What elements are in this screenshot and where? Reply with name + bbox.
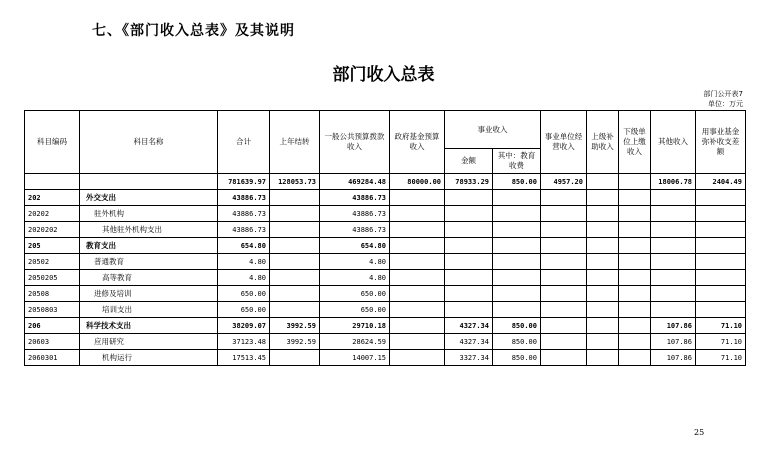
row-cell-other: [651, 222, 696, 238]
row-cell-business-edu-fee: [493, 270, 541, 286]
table-row: [25, 334, 746, 350]
row-cell-gov-fund: [390, 286, 445, 302]
row-cell-subsidy-down: [619, 206, 651, 222]
header-subsidy-up: 上级补助收入: [587, 111, 619, 174]
row-cell-gov-fund: [390, 222, 445, 238]
total-cell: 850.00: [493, 174, 541, 190]
header-business-edu-fee: 其中：教育收费: [493, 149, 541, 174]
row-cell-general-budget: 14007.15: [320, 350, 390, 366]
row-cell-subsidy-up: [587, 206, 619, 222]
row-cell-balance: [696, 206, 746, 222]
row-cell-gov-fund: [390, 254, 445, 270]
row-name: 科学技术支出: [80, 318, 218, 334]
row-name: 进修及培训: [80, 286, 218, 302]
row-cell-carryover: [270, 206, 320, 222]
row-cell-business-edu-fee: [493, 286, 541, 302]
row-cell-other: 107.86: [651, 318, 696, 334]
total-cell: 4957.20: [541, 174, 587, 190]
row-cell-other: 107.86: [651, 350, 696, 366]
row-cell-subsidy-up: [587, 254, 619, 270]
row-cell-general-budget: 4.80: [320, 270, 390, 286]
row-cell-carryover: [270, 286, 320, 302]
row-cell-gov-fund: [390, 334, 445, 350]
row-cell-balance: [696, 238, 746, 254]
row-cell-business-edu-fee: 850.00: [493, 350, 541, 366]
row-cell-general-budget: 654.80: [320, 238, 390, 254]
row-code: 20502: [25, 254, 80, 270]
row-cell-balance: [696, 190, 746, 206]
row-cell-business-edu-fee: [493, 238, 541, 254]
table-row: [25, 238, 746, 254]
row-cell-subsidy-up: [587, 350, 619, 366]
row-code: 20508: [25, 286, 80, 302]
row-name: 普通教育: [80, 254, 218, 270]
total-code: [25, 174, 80, 190]
total-cell: 18006.78: [651, 174, 696, 190]
row-cell-balance: [696, 222, 746, 238]
header-carryover: 上年结转: [270, 111, 320, 174]
row-cell-general-budget: 650.00: [320, 302, 390, 318]
row-cell-subsidy-down: [619, 222, 651, 238]
row-cell-subsidy-down: [619, 350, 651, 366]
total-cell: 78933.29: [445, 174, 493, 190]
row-name: 教育支出: [80, 238, 218, 254]
row-cell-total: 4.80: [218, 254, 270, 270]
total-cell: [587, 174, 619, 190]
table-row: [25, 190, 746, 206]
row-cell-subsidy-up: [587, 190, 619, 206]
row-code: 2050803: [25, 302, 80, 318]
row-cell-business-amount: [445, 302, 493, 318]
header-subsidy-down: 下级单位上缴收入: [619, 111, 651, 174]
row-cell-subsidy-down: [619, 190, 651, 206]
income-table: [24, 110, 746, 366]
header-operating: 事业单位经营收入: [541, 111, 587, 174]
row-cell-carryover: [270, 302, 320, 318]
row-code: 206: [25, 318, 80, 334]
row-cell-subsidy-down: [619, 302, 651, 318]
row-cell-carryover: [270, 254, 320, 270]
row-code: 2050205: [25, 270, 80, 286]
row-code: 202: [25, 190, 80, 206]
row-cell-carryover: 3992.59: [270, 334, 320, 350]
row-cell-other: [651, 190, 696, 206]
row-cell-subsidy-up: [587, 302, 619, 318]
row-cell-total: 38209.07: [218, 318, 270, 334]
row-cell-balance: [696, 302, 746, 318]
row-name: 高等教育: [80, 270, 218, 286]
row-cell-business-amount: [445, 206, 493, 222]
unit-label: 单位：万元: [708, 100, 743, 108]
row-cell-general-budget: 4.80: [320, 254, 390, 270]
page-number: 25: [694, 428, 705, 437]
row-cell-other: [651, 302, 696, 318]
row-cell-business-edu-fee: [493, 190, 541, 206]
row-cell-general-budget: 43886.73: [320, 222, 390, 238]
section-heading: 七、《部门收入总表》及其说明: [92, 23, 295, 39]
row-cell-total: 654.80: [218, 238, 270, 254]
row-cell-balance: [696, 254, 746, 270]
table-title: 部门收入总表: [332, 65, 435, 85]
row-cell-operating: [541, 286, 587, 302]
row-cell-other: [651, 254, 696, 270]
row-cell-business-edu-fee: 850.00: [493, 318, 541, 334]
header-code: 科目编码: [25, 111, 80, 174]
row-cell-subsidy-up: [587, 318, 619, 334]
row-cell-general-budget: 43886.73: [320, 206, 390, 222]
row-cell-general-budget: 43886.73: [320, 190, 390, 206]
row-cell-subsidy-down: [619, 270, 651, 286]
total-cell: 469284.48: [320, 174, 390, 190]
row-cell-operating: [541, 302, 587, 318]
row-cell-gov-fund: [390, 206, 445, 222]
row-cell-gov-fund: [390, 238, 445, 254]
row-cell-business-amount: [445, 190, 493, 206]
row-cell-balance: 71.10: [696, 350, 746, 366]
row-cell-subsidy-up: [587, 334, 619, 350]
header-gov-fund: 政府基金预算收入: [390, 111, 445, 174]
form-number: 部门公开表7: [703, 90, 743, 98]
row-cell-subsidy-down: [619, 286, 651, 302]
row-cell-total: 43886.73: [218, 190, 270, 206]
table-row: [25, 350, 746, 366]
header-general-budget: 一般公共预算拨款收入: [320, 111, 390, 174]
row-cell-business-amount: [445, 222, 493, 238]
row-cell-subsidy-up: [587, 286, 619, 302]
row-cell-general-budget: 28624.59: [320, 334, 390, 350]
total-cell: 128053.73: [270, 174, 320, 190]
row-cell-total: 650.00: [218, 286, 270, 302]
row-cell-operating: [541, 238, 587, 254]
row-cell-total: 4.80: [218, 270, 270, 286]
row-cell-carryover: 3992.59: [270, 318, 320, 334]
row-cell-other: [651, 206, 696, 222]
row-name: 驻外机构: [80, 206, 218, 222]
row-cell-subsidy-up: [587, 270, 619, 286]
table-row: [25, 270, 746, 286]
row-cell-subsidy-down: [619, 254, 651, 270]
row-cell-operating: [541, 206, 587, 222]
row-cell-operating: [541, 318, 587, 334]
row-cell-business-amount: 4327.34: [445, 318, 493, 334]
row-name: 其他驻外机构支出: [80, 222, 218, 238]
row-cell-other: [651, 270, 696, 286]
row-cell-operating: [541, 350, 587, 366]
header-name: 科目名称: [80, 111, 218, 174]
total-cell: 781639.97: [218, 174, 270, 190]
row-cell-balance: [696, 270, 746, 286]
row-code: 20603: [25, 334, 80, 350]
row-cell-subsidy-down: [619, 238, 651, 254]
row-cell-business-edu-fee: [493, 254, 541, 270]
row-cell-carryover: [270, 190, 320, 206]
row-cell-gov-fund: [390, 270, 445, 286]
header-business-income: 事业收入: [445, 111, 541, 149]
row-cell-carryover: [270, 350, 320, 366]
table-row: [25, 222, 746, 238]
row-cell-operating: [541, 254, 587, 270]
row-cell-business-amount: 3327.34: [445, 350, 493, 366]
total-cell: 2404.49: [696, 174, 746, 190]
row-cell-business-edu-fee: [493, 206, 541, 222]
row-cell-balance: 71.10: [696, 318, 746, 334]
table-row: [25, 254, 746, 270]
row-cell-carryover: [270, 238, 320, 254]
table-row: [25, 286, 746, 302]
row-cell-business-amount: [445, 238, 493, 254]
row-cell-operating: [541, 270, 587, 286]
row-cell-carryover: [270, 222, 320, 238]
header-other: 其他收入: [651, 111, 696, 174]
header-balance: 用事业基金弥补收支差额: [696, 111, 746, 174]
row-cell-total: 17513.45: [218, 350, 270, 366]
row-cell-total: 37123.48: [218, 334, 270, 350]
header-business-amount: 金额: [445, 149, 493, 174]
row-cell-operating: [541, 334, 587, 350]
row-cell-carryover: [270, 270, 320, 286]
row-cell-business-edu-fee: 850.00: [493, 334, 541, 350]
row-code: 2020202: [25, 222, 80, 238]
row-cell-business-amount: [445, 286, 493, 302]
row-cell-gov-fund: [390, 318, 445, 334]
row-cell-other: [651, 286, 696, 302]
row-cell-subsidy-up: [587, 222, 619, 238]
row-cell-business-amount: 4327.34: [445, 334, 493, 350]
row-cell-subsidy-down: [619, 334, 651, 350]
row-cell-gov-fund: [390, 302, 445, 318]
row-name: 机构运行: [80, 350, 218, 366]
header-total: 合计: [218, 111, 270, 174]
row-name: 培训支出: [80, 302, 218, 318]
table-row: [25, 206, 746, 222]
row-cell-business-edu-fee: [493, 302, 541, 318]
total-name: [80, 174, 218, 190]
total-row: [25, 174, 746, 190]
total-cell: 80000.00: [390, 174, 445, 190]
table-row: [25, 318, 746, 334]
row-name: 应用研究: [80, 334, 218, 350]
row-cell-general-budget: 29710.18: [320, 318, 390, 334]
row-cell-total: 43886.73: [218, 222, 270, 238]
row-cell-balance: 71.10: [696, 334, 746, 350]
row-cell-other: [651, 238, 696, 254]
table-row: [25, 302, 746, 318]
row-cell-operating: [541, 190, 587, 206]
row-cell-subsidy-down: [619, 318, 651, 334]
row-cell-other: 107.86: [651, 334, 696, 350]
row-code: 2060301: [25, 350, 80, 366]
row-code: 205: [25, 238, 80, 254]
total-cell: [619, 174, 651, 190]
row-cell-subsidy-up: [587, 238, 619, 254]
row-cell-gov-fund: [390, 350, 445, 366]
row-cell-total: 43886.73: [218, 206, 270, 222]
row-name: 外交支出: [80, 190, 218, 206]
row-cell-business-amount: [445, 270, 493, 286]
row-cell-general-budget: 650.00: [320, 286, 390, 302]
row-cell-operating: [541, 222, 587, 238]
row-cell-total: 650.00: [218, 302, 270, 318]
row-cell-gov-fund: [390, 190, 445, 206]
row-cell-business-amount: [445, 254, 493, 270]
row-code: 20202: [25, 206, 80, 222]
row-cell-business-edu-fee: [493, 222, 541, 238]
row-cell-balance: [696, 286, 746, 302]
